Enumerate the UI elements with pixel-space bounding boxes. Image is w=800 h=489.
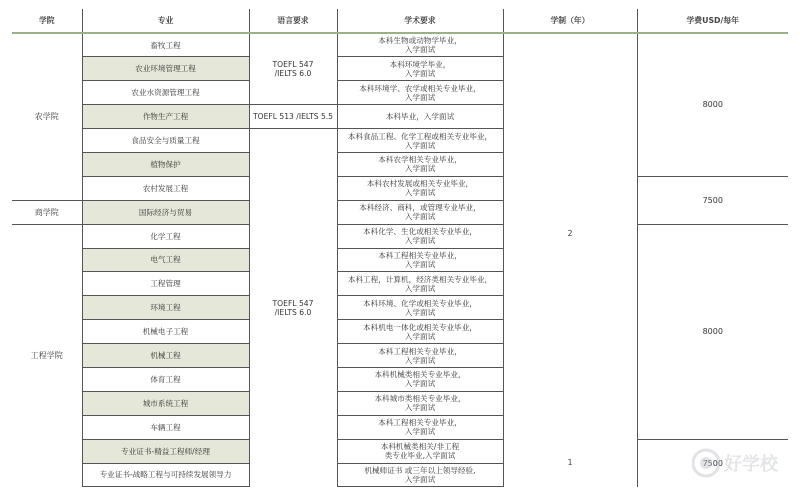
major-cell: 食品安全与质量工程 xyxy=(82,129,249,153)
header-fee: 学费USD/每年 xyxy=(637,9,788,33)
header-major: 专业 xyxy=(82,9,249,33)
table-row xyxy=(12,33,788,57)
academic-line: 入学面试 xyxy=(404,427,436,437)
major-cell: 机械工程 xyxy=(82,344,249,368)
header-academic: 学术要求 xyxy=(337,9,503,33)
language-cell-toefl547-agri xyxy=(249,33,337,105)
academic-cell xyxy=(337,105,503,129)
academic-line: 入学面试 xyxy=(404,140,436,150)
academic-line: 本科机械类相关/非工程 xyxy=(380,442,460,452)
duration-label-one-year: 1 xyxy=(567,458,573,467)
academic-cell xyxy=(337,57,503,81)
academic-cell xyxy=(337,367,503,391)
academic-cell xyxy=(337,248,503,272)
fee-cell-8000-eng: 8000 xyxy=(637,224,788,439)
academic-line: 入学面试 xyxy=(404,331,436,341)
major-cell: 城市系统工程 xyxy=(82,391,249,415)
academic-cell xyxy=(337,439,503,463)
major-cell: 畜牧工程 xyxy=(82,33,249,57)
academic-line: 入学面试 xyxy=(404,164,436,174)
table-header-row xyxy=(12,9,788,33)
academic-line: 入学面试 xyxy=(404,68,436,78)
academic-line: 本科工程，计算机，经济类相关专业毕业， xyxy=(347,274,493,284)
academic-line: 本科毕业，入学面试 xyxy=(385,112,455,122)
major-cell: 农业环境管理工程 xyxy=(82,57,249,81)
academic-line: 本科生物或动物学毕业， xyxy=(378,36,462,46)
academic-cell xyxy=(337,415,503,439)
academic-line: 入学面试 xyxy=(404,212,436,222)
major-cell: 机械电子工程 xyxy=(82,320,249,344)
academic-line: 本科经济、商科，或管理专业毕业， xyxy=(359,203,481,213)
academic-cell xyxy=(337,344,503,368)
major-cell: 国际经济与贸易 xyxy=(82,200,249,224)
major-cell: 植物保护 xyxy=(82,152,249,176)
language-line: /IELTS 6.0 xyxy=(274,69,312,79)
duration-cell-two-year xyxy=(503,33,637,487)
academic-line: 本科环境学毕业， xyxy=(389,59,451,69)
table-row xyxy=(12,224,788,248)
academic-cell xyxy=(337,129,503,153)
academic-line: 入学面试 xyxy=(404,307,436,317)
fee-cell-7500-top: 7500 xyxy=(637,176,788,224)
duration-label-two-year: 2 xyxy=(567,229,573,238)
academic-line: 本科化学、生化或相关专业毕业， xyxy=(363,227,477,237)
academic-line: 本科机电一体化或相关专业毕业， xyxy=(363,322,477,332)
major-cell: 专业证书-精益工程师/经理 xyxy=(82,439,249,463)
academic-cell xyxy=(337,176,503,200)
academic-line: 类专业毕业,入学面试 xyxy=(384,451,456,461)
language-line: /IELTS 6.0 xyxy=(274,307,312,317)
major-cell: 农村发展工程 xyxy=(82,176,249,200)
major-cell: 电气工程 xyxy=(82,248,249,272)
academic-line: 入学面试 xyxy=(404,355,436,365)
fee-cell-8000-agri: 8000 xyxy=(637,33,788,176)
academic-cell xyxy=(337,320,503,344)
college-cell-agri: 农学院 xyxy=(12,33,82,200)
major-cell: 环境工程 xyxy=(82,296,249,320)
header-duration: 学制（年） xyxy=(503,9,637,33)
academic-line: 入学面试 xyxy=(404,259,436,269)
academic-cell xyxy=(337,391,503,415)
academic-line: 本科工程相关专业毕业， xyxy=(378,418,462,428)
academic-line: 本科机械类相关专业毕业， xyxy=(374,370,466,380)
academic-line: 入学面试 xyxy=(404,474,436,484)
academic-line: 本科环境、化学或相关专业毕业， xyxy=(363,298,477,308)
header-college: 学院 xyxy=(38,16,55,25)
language-line: TOEFL 547 xyxy=(272,60,314,70)
major-cell: 体育工程 xyxy=(82,367,249,391)
academic-cell xyxy=(337,272,503,296)
major-cell: 化学工程 xyxy=(82,224,249,248)
academic-cell xyxy=(337,33,503,57)
academic-line: 入学面试 xyxy=(404,45,436,55)
academic-line: 本科环境学、农学或相关专业毕业， xyxy=(359,83,481,93)
fee-cell-7500-bottom: 7500 xyxy=(637,439,788,487)
college-cell-business: 商学院 xyxy=(12,200,82,224)
college-cell-engineering: 工程学院 xyxy=(12,224,82,487)
major-cell: 车辆工程 xyxy=(82,415,249,439)
academic-line: 入学面试 xyxy=(404,283,436,293)
academic-cell xyxy=(337,200,503,224)
academic-cell xyxy=(337,463,503,487)
table-row xyxy=(12,176,788,200)
academic-line: 入学面试 xyxy=(404,188,436,198)
table-row xyxy=(12,439,788,463)
academic-line: 入学面试 xyxy=(404,236,436,246)
academic-line: 机械师证书 或三年以上领导经验, xyxy=(364,465,476,475)
language-cell-toefl513: TOEFL 513 /IELTS 5.5 xyxy=(249,105,337,129)
academic-line: 本科工程相关专业毕业， xyxy=(378,346,462,356)
academic-line: 本科农村发展或相关专业毕业， xyxy=(366,179,474,189)
watermark-logo xyxy=(692,443,792,483)
watermark-text: 好学校 xyxy=(724,454,778,475)
academic-line: 本科食品工程、化学工程或相关专业毕业， xyxy=(347,131,493,141)
major-cell: 农业水资源管理工程 xyxy=(82,81,249,105)
language-line: TOEFL 547 xyxy=(272,298,314,308)
academic-cell xyxy=(337,224,503,248)
academic-line: 入学面试 xyxy=(404,379,436,389)
academic-line: 入学面试 xyxy=(404,92,436,102)
academic-line: 入学面试 xyxy=(404,403,436,413)
program-table xyxy=(12,9,788,487)
major-cell: 工程管理 xyxy=(82,272,249,296)
academic-cell xyxy=(337,152,503,176)
academic-line: 本科农学相关专业毕业， xyxy=(378,155,462,165)
academic-line: 本科工程相关专业毕业， xyxy=(378,250,462,260)
header-language: 语言要求 xyxy=(249,9,337,33)
academic-line: 本科城市类相关专业毕业， xyxy=(374,394,466,404)
language-cell-toefl547-rest xyxy=(249,129,337,487)
major-cell: 作物生产工程 xyxy=(82,105,249,129)
academic-cell xyxy=(337,296,503,320)
major-cell: 专业证书-战略工程与可持续发展领导力 xyxy=(82,463,249,487)
academic-cell xyxy=(337,81,503,105)
